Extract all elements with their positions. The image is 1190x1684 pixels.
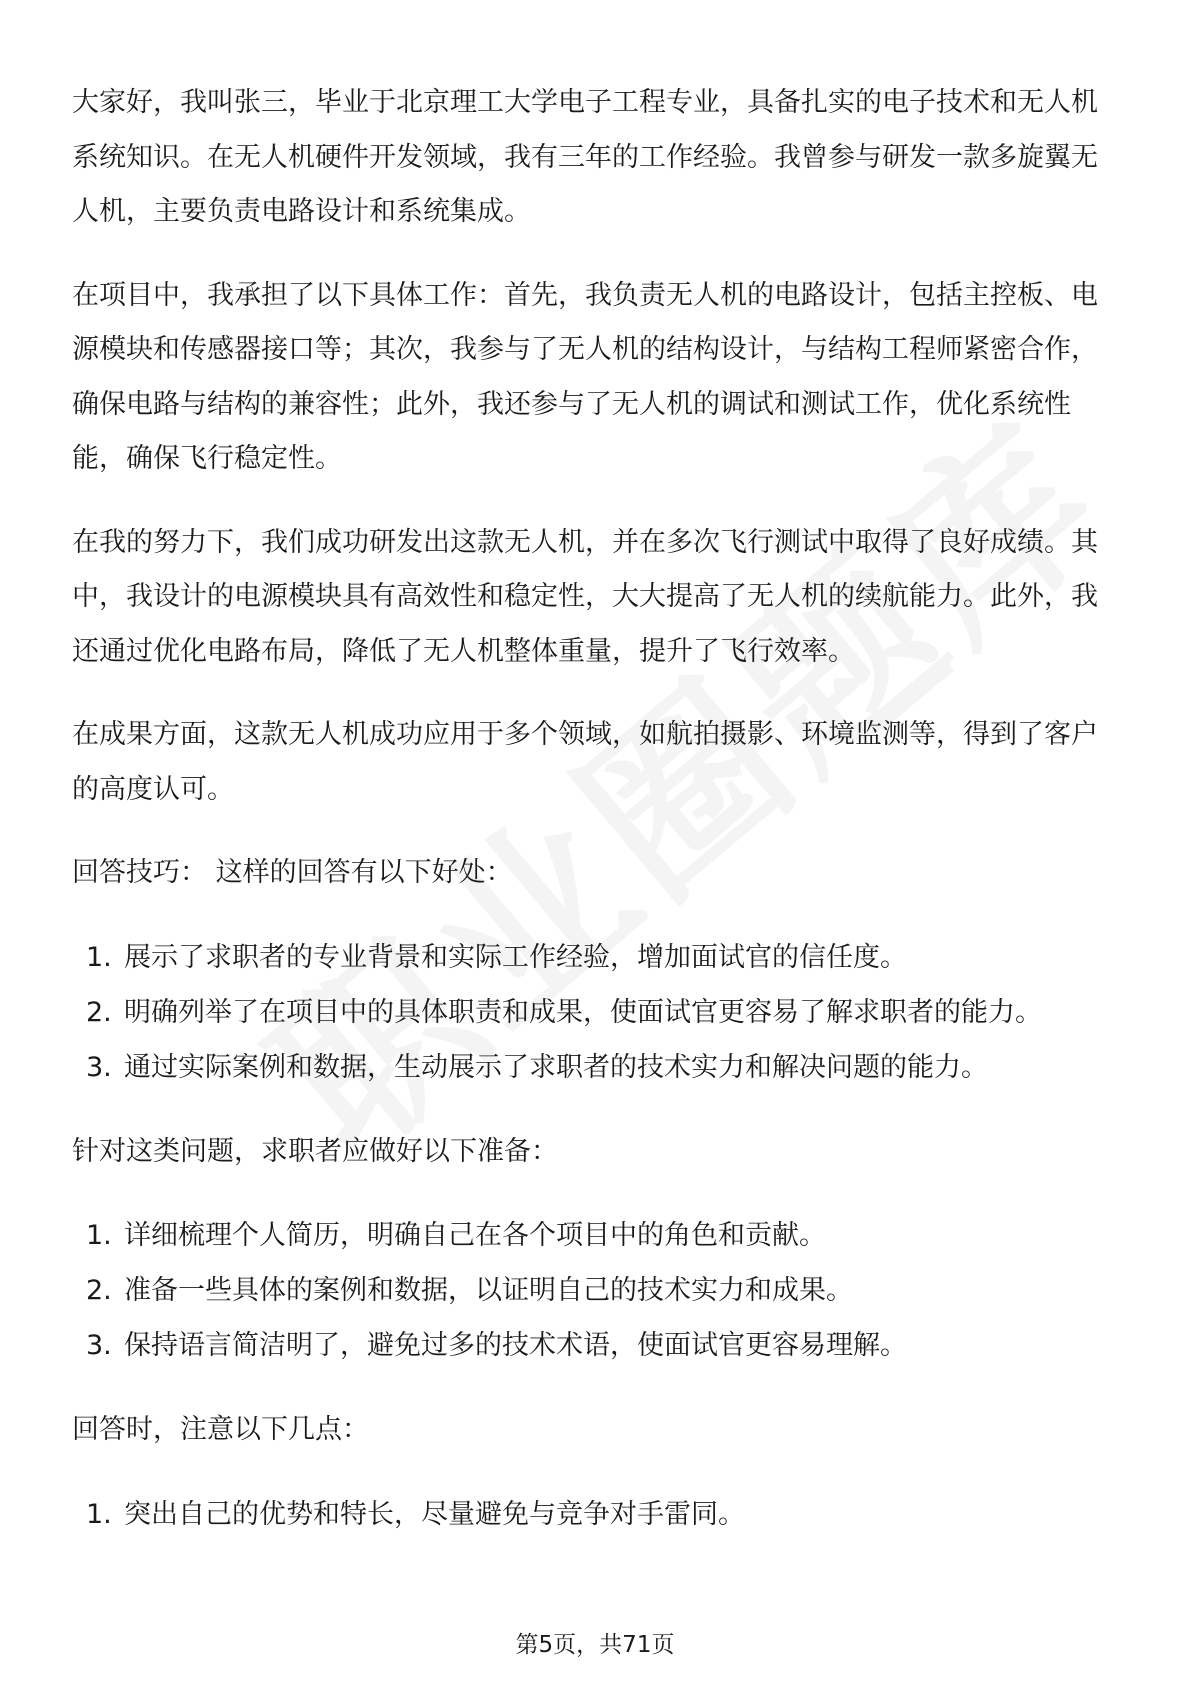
list-item-text: 明确列举了在项目中的具体职责和成果，使面试官更容易了解求职者的能力。 — [124, 996, 1042, 1028]
notes-list — [72, 1487, 1122, 1542]
list-number: 1. — [86, 1220, 112, 1251]
list-item-text: 保持语言简洁明了，避免过多的技术术语，使面试官更容易理解。 — [124, 1330, 907, 1361]
prep-list — [72, 1208, 1122, 1373]
list-item — [72, 985, 1122, 1040]
list-item-text: 展示了求职者的专业背景和实际工作经验，增加面试官的信任度。 — [124, 941, 907, 973]
list-item-text: 通过实际案例和数据，生动展示了求职者的技术实力和解决问题的能力。 — [124, 1051, 988, 1083]
list-item — [72, 1208, 1122, 1263]
list-item-text: 突出自己的优势和特长，尽量避免与竞争对手雷同。 — [124, 1498, 745, 1530]
list-number: 2. — [86, 1275, 112, 1306]
list-item-text: 准备一些具体的案例和数据，以证明自己的技术实力和成果。 — [124, 1275, 853, 1306]
list-item — [72, 1318, 1122, 1373]
list-item — [72, 1040, 1122, 1095]
list-item — [72, 1263, 1122, 1318]
prep-heading: 针对这类问题，求职者应做好以下准备： — [72, 1135, 558, 1167]
paragraph-achievements: 在成果方面，这款无人机成功应用于多个领域，如航拍摄影、环境监测等，得到了客户的高度认可。 — [72, 719, 1098, 805]
paragraph-results: 在我的努力下，我们成功研发出这款无人机，并在多次飞行测试中取得了良好成绩。其中，我设计的电源模块具有高效性和稳定性，大大提高了无人机的续航能力。此外，我还通过优化电路布局，降低了无人机整体重量，提升了飞行效率。 — [72, 526, 1098, 667]
list-item — [72, 1487, 1122, 1542]
list-number: 1. — [86, 1498, 112, 1530]
list-number: 1. — [86, 941, 112, 973]
list-number: 3. — [86, 1330, 112, 1361]
list-item — [72, 930, 1122, 985]
list-number: 2. — [86, 996, 112, 1028]
list-number: 3. — [86, 1051, 112, 1083]
page-number-footer: 第5页，共71页 — [515, 1632, 675, 1658]
list-item-text: 详细梳理个人简历，明确自己在各个项目中的角色和贡献。 — [124, 1220, 826, 1251]
paragraph-intro: 大家好，我叫张三，毕业于北京理工大学电子工程专业，具备扎实的电子技术和无人机系统知识。在无人机硬件开发领域，我有三年的工作经验。我曾参与研发一款多旋翼无人机，主要负责电路设计和系统集成。 — [72, 87, 1098, 227]
paragraph-project-work: 在项目中，我承担了以下具体工作：首先，我负责无人机的电路设计，包括主控板、电源模块和传感器接口等；其次，我参与了无人机的结构设计，与结构工程师紧密合作，确保电路与结构的兼容性；此外，我还参与了无人机的调试和测试工作，优化系统性能，确保飞行稳定性。 — [72, 279, 1098, 474]
tips-list — [72, 930, 1122, 1095]
document-body — [72, 76, 1122, 1572]
notes-heading: 回答时，注意以下几点： — [72, 1414, 369, 1445]
tips-heading: 回答技巧： 这样的回答有以下好处： — [72, 857, 513, 888]
